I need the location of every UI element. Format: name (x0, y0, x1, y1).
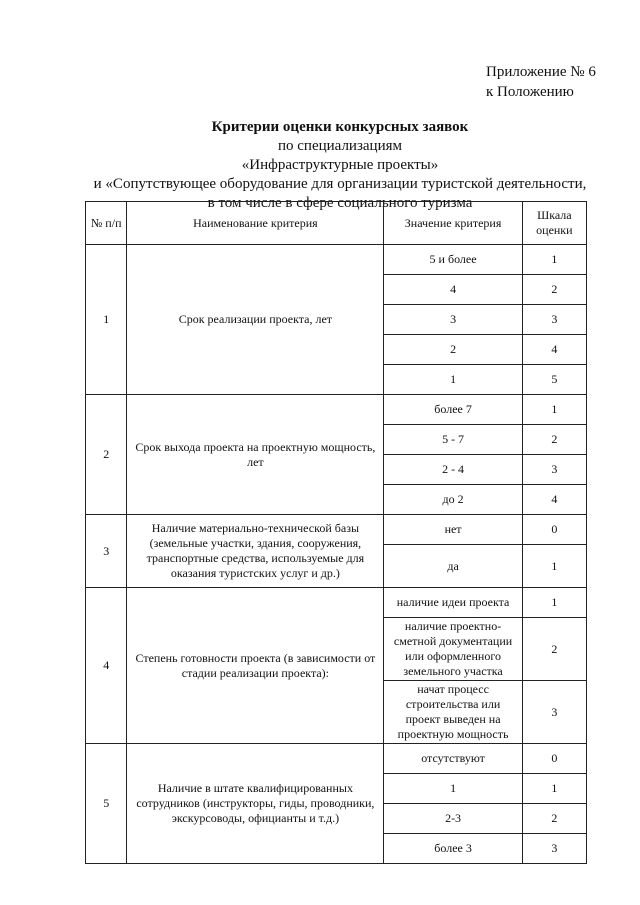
criterion-name: Наличие материально-технической базы (земельные участки, здания, сооружения, транспортные средства, используемые для оказания туристских услуг и др.) (127, 515, 384, 588)
criterion-score: 2 (522, 804, 586, 834)
heading-line-3: «Инфраструктурные проекты» (241, 157, 439, 173)
criterion-value: 2 - 4 (384, 455, 522, 485)
header-name: Наименование критерия (127, 202, 384, 245)
header-num: № п/п (86, 202, 127, 245)
criterion-score: 1 (522, 545, 586, 588)
heading-line-2: по специализациям (277, 138, 402, 154)
criterion-value: более 3 (384, 834, 522, 864)
criterion-value: 3 (384, 305, 522, 335)
header-value: Значение критерия (384, 202, 522, 245)
criterion-value: 2-3 (384, 804, 522, 834)
criterion-value: наличие идеи проекта (384, 588, 522, 618)
criterion-value: до 2 (384, 485, 522, 515)
table-row (86, 515, 587, 545)
criterion-score: 1 (522, 774, 586, 804)
criterion-value: отсутствуют (384, 744, 522, 774)
criterion-name: Наличие в штате квалифицированных сотрудников (инструкторы, гиды, проводники, экскурсоводы, официанты и т.д.) (127, 744, 384, 864)
criterion-name: Срок выхода проекта на проектную мощность, лет (127, 395, 384, 515)
criterion-score: 1 (522, 245, 586, 275)
criterion-score: 3 (522, 305, 586, 335)
table-row (86, 395, 587, 425)
criterion-name: Степень готовности проекта (в зависимости от стадии реализации проекта): (127, 588, 384, 744)
criterion-name: Срок реализации проекта, лет (127, 245, 384, 395)
criterion-score: 1 (522, 588, 586, 618)
criterion-score: 2 (522, 618, 586, 681)
criterion-value: 5 - 7 (384, 425, 522, 455)
criterion-score: 1 (522, 395, 586, 425)
table-header-row (86, 202, 587, 245)
criterion-value: более 7 (384, 395, 522, 425)
criterion-value: нет (384, 515, 522, 545)
criterion-value: наличие проектно-сметной документации или оформленного земельного участка (384, 618, 522, 681)
criterion-score: 0 (522, 744, 586, 774)
criterion-score: 3 (522, 455, 586, 485)
criterion-number: 3 (86, 515, 127, 588)
criterion-number: 5 (86, 744, 127, 864)
criterion-value: 5 и более (384, 245, 522, 275)
table-row (86, 744, 587, 774)
appendix-regulation: к Положению (486, 84, 574, 100)
criterion-score: 0 (522, 515, 586, 545)
criterion-score: 3 (522, 681, 586, 744)
criterion-score: 5 (522, 365, 586, 395)
criterion-value: да (384, 545, 522, 588)
criterion-value: 1 (384, 365, 522, 395)
document-heading (40, 118, 640, 213)
document-title: Критерии оценки конкурсных заявок (211, 119, 469, 135)
criterion-number: 2 (86, 395, 127, 515)
criterion-value: 4 (384, 275, 522, 305)
criterion-score: 3 (522, 834, 586, 864)
appendix-number: Приложение № 6 (486, 64, 596, 80)
heading-line-4: и «Сопутствующее оборудование для организации туристской деятельности, (93, 176, 587, 192)
criterion-value: начат процесс строительства или проект выведен на проектную мощность (384, 681, 522, 744)
criterion-score: 4 (522, 485, 586, 515)
table-row (86, 245, 587, 275)
criterion-value: 2 (384, 335, 522, 365)
criteria-table (85, 201, 587, 864)
header-score: Шкала оценки (522, 202, 586, 245)
criterion-number: 1 (86, 245, 127, 395)
heading-line-5: в том числе в сфере социального туризма (207, 195, 473, 211)
criterion-score: 2 (522, 275, 586, 305)
criterion-score: 2 (522, 425, 586, 455)
criterion-score: 4 (522, 335, 586, 365)
criterion-value: 1 (384, 774, 522, 804)
criterion-number: 4 (86, 588, 127, 744)
table-row (86, 588, 587, 618)
appendix-reference (486, 62, 596, 102)
